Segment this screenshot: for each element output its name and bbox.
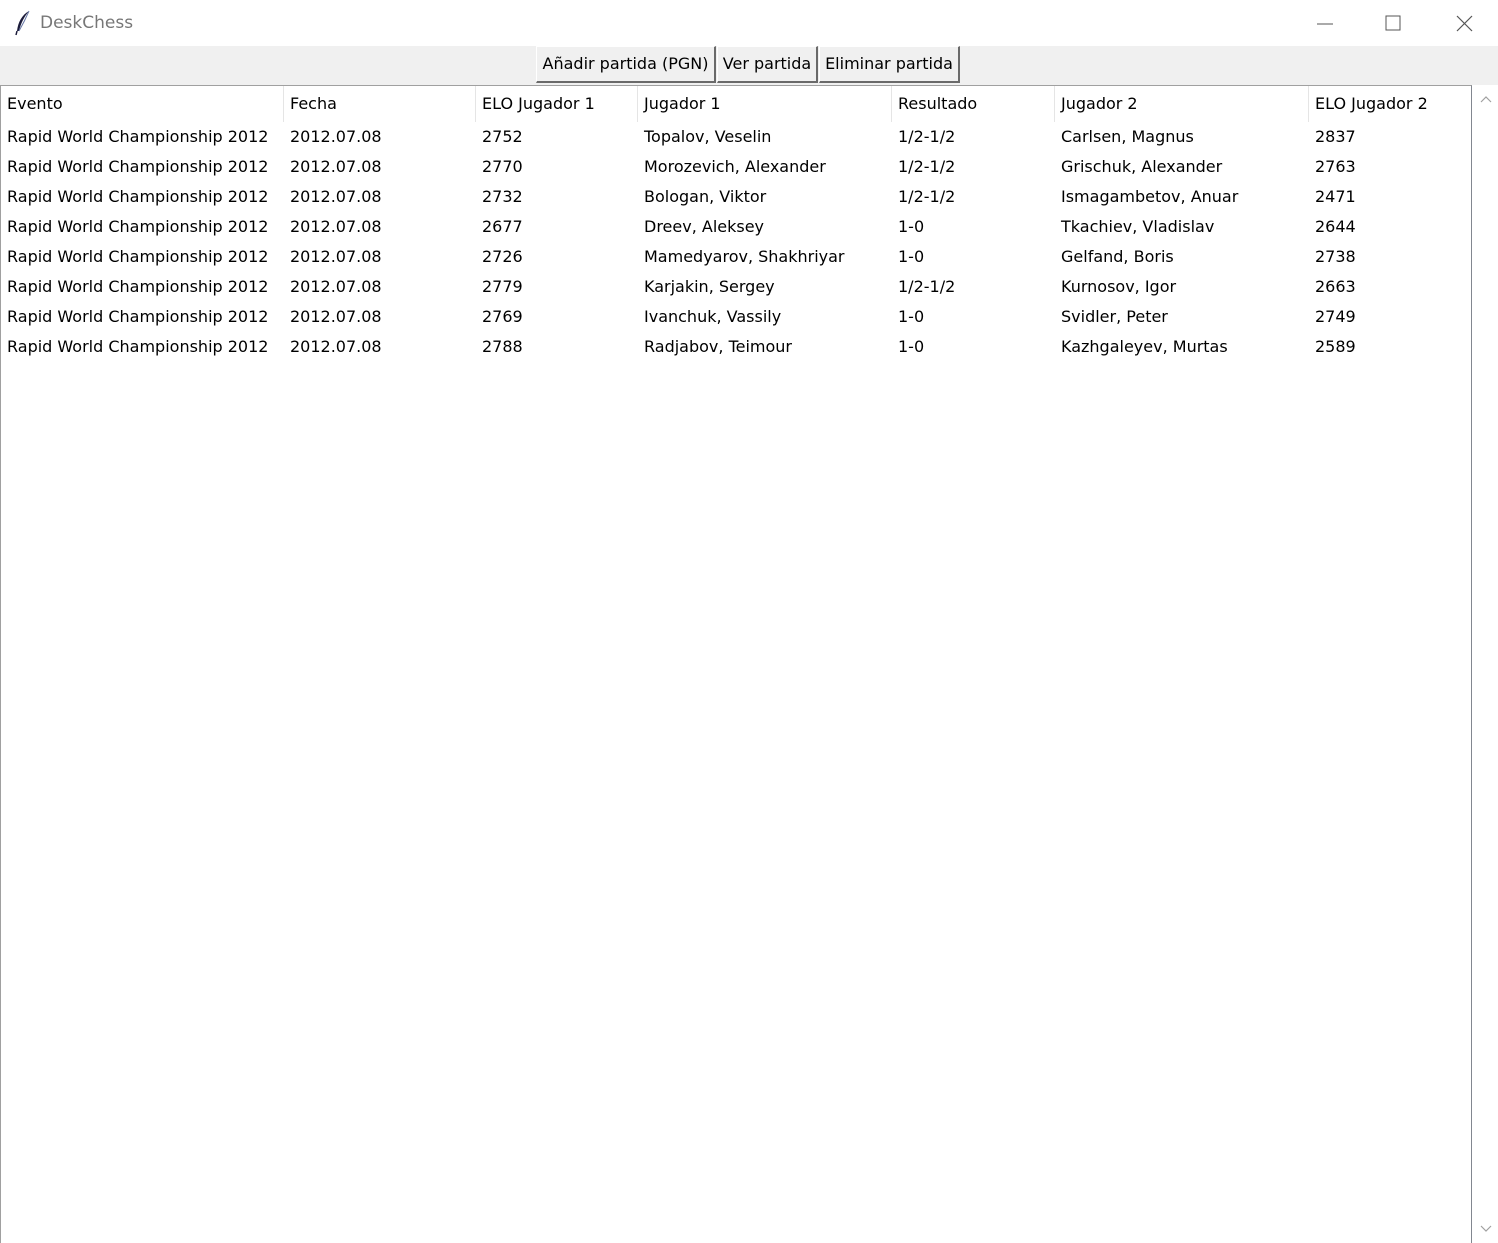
add-game-pgn-button[interactable]: Añadir partida (PGN)	[536, 46, 716, 83]
cell-resultado: 1/2-1/2	[898, 157, 956, 176]
column-header-resultado[interactable]: Resultado	[892, 86, 1055, 122]
cell-elo-jugador-2: 2471	[1315, 187, 1356, 206]
cell-elo-jugador-2: 2738	[1315, 247, 1356, 266]
cell-jugador-1: Ivanchuk, Vassily	[644, 307, 782, 326]
cell-resultado: 1/2-1/2	[898, 277, 956, 296]
cell-jugador-2: Grischuk, Alexander	[1061, 157, 1223, 176]
games-table[interactable]	[0, 85, 1472, 1243]
vertical-scrollbar[interactable]	[1472, 85, 1498, 1243]
cell-jugador-2: Svidler, Peter	[1061, 307, 1168, 326]
cell-resultado: 1-0	[898, 337, 925, 356]
cell-evento: Rapid World Championship 2012	[7, 307, 269, 326]
close-button[interactable]	[1430, 0, 1498, 46]
table-row[interactable]	[1, 302, 1472, 332]
cell-jugador-1: Radjabov, Teimour	[644, 337, 792, 356]
cell-elo-jugador-2: 2763	[1315, 157, 1356, 176]
cell-jugador-1: Bologan, Viktor	[644, 187, 767, 206]
cell-fecha: 2012.07.08	[290, 157, 382, 176]
cell-jugador-2: Kazhgaleyev, Murtas	[1061, 337, 1228, 356]
cell-jugador-1: Morozevich, Alexander	[644, 157, 826, 176]
cell-fecha: 2012.07.08	[290, 127, 382, 146]
cell-resultado: 1/2-1/2	[898, 187, 956, 206]
delete-game-button[interactable]: Eliminar partida	[819, 46, 960, 83]
cell-fecha: 2012.07.08	[290, 307, 382, 326]
cell-evento: Rapid World Championship 2012	[7, 217, 269, 236]
cell-elo-jugador-1: 2788	[482, 337, 523, 356]
cell-elo-jugador-1: 2752	[482, 127, 523, 146]
feather-icon	[14, 10, 32, 36]
table-row[interactable]	[1, 242, 1472, 272]
cell-jugador-1: Mamedyarov, Shakhriyar	[644, 247, 845, 266]
cell-jugador-1: Karjakin, Sergey	[644, 277, 775, 296]
cell-evento: Rapid World Championship 2012	[7, 247, 269, 266]
cell-evento: Rapid World Championship 2012	[7, 277, 269, 296]
cell-resultado: 1-0	[898, 247, 925, 266]
table-row[interactable]	[1, 152, 1472, 182]
chevron-down-icon	[1480, 1225, 1492, 1233]
column-header-elo-jugador-1[interactable]: ELO Jugador 1	[476, 86, 638, 122]
cell-fecha: 2012.07.08	[290, 217, 382, 236]
cell-elo-jugador-2: 2749	[1315, 307, 1356, 326]
table-row[interactable]	[1, 122, 1472, 152]
column-header-elo-jugador-2[interactable]: ELO Jugador 2	[1309, 86, 1472, 122]
column-header-jugador-2[interactable]: Jugador 2	[1055, 86, 1309, 122]
maximize-button[interactable]	[1359, 0, 1427, 46]
scroll-down-button[interactable]	[1472, 1215, 1498, 1243]
cell-elo-jugador-1: 2732	[482, 187, 523, 206]
view-game-button[interactable]: Ver partida	[717, 46, 818, 83]
cell-evento: Rapid World Championship 2012	[7, 337, 269, 356]
cell-jugador-2: Ismagambetov, Anuar	[1061, 187, 1239, 206]
cell-jugador-1: Dreev, Aleksey	[644, 217, 765, 236]
title-bar[interactable]	[0, 0, 1498, 46]
cell-elo-jugador-1: 2770	[482, 157, 523, 176]
cell-fecha: 2012.07.08	[290, 277, 382, 296]
cell-elo-jugador-2: 2644	[1315, 217, 1356, 236]
cell-jugador-1: Topalov, Veselin	[644, 127, 772, 146]
cell-jugador-2: Carlsen, Magnus	[1061, 127, 1194, 146]
close-icon	[1454, 14, 1474, 34]
cell-elo-jugador-2: 2837	[1315, 127, 1356, 146]
cell-fecha: 2012.07.08	[290, 247, 382, 266]
column-header-jugador-1[interactable]: Jugador 1	[638, 86, 892, 122]
cell-elo-jugador-2: 2589	[1315, 337, 1356, 356]
cell-elo-jugador-1: 2779	[482, 277, 523, 296]
table-row[interactable]	[1, 332, 1472, 362]
cell-fecha: 2012.07.08	[290, 187, 382, 206]
cell-jugador-2: Kurnosov, Igor	[1061, 277, 1177, 296]
cell-jugador-2: Gelfand, Boris	[1061, 247, 1174, 266]
cell-elo-jugador-1: 2726	[482, 247, 523, 266]
table-row[interactable]	[1, 182, 1472, 212]
chevron-up-icon	[1480, 95, 1492, 103]
cell-evento: Rapid World Championship 2012	[7, 187, 269, 206]
cell-evento: Rapid World Championship 2012	[7, 127, 269, 146]
column-header-fecha[interactable]: Fecha	[284, 86, 476, 122]
scroll-up-button[interactable]	[1472, 85, 1498, 113]
cell-resultado: 1-0	[898, 307, 925, 326]
cell-fecha: 2012.07.08	[290, 337, 382, 356]
toolbar	[0, 46, 1498, 85]
cell-jugador-2: Tkachiev, Vladislav	[1061, 217, 1215, 236]
column-header-evento[interactable]: Evento	[1, 86, 284, 122]
window-title: DeskChess	[40, 13, 134, 33]
minimize-button[interactable]	[1291, 0, 1359, 46]
cell-elo-jugador-1: 2677	[482, 217, 523, 236]
cell-elo-jugador-1: 2769	[482, 307, 523, 326]
cell-resultado: 1-0	[898, 217, 925, 236]
cell-elo-jugador-2: 2663	[1315, 277, 1356, 296]
cell-evento: Rapid World Championship 2012	[7, 157, 269, 176]
cell-resultado: 1/2-1/2	[898, 127, 956, 146]
table-header	[1, 86, 1472, 122]
minimize-icon	[1315, 14, 1335, 34]
table-row[interactable]	[1, 212, 1472, 242]
table-row[interactable]	[1, 272, 1472, 302]
maximize-icon	[1383, 14, 1403, 34]
